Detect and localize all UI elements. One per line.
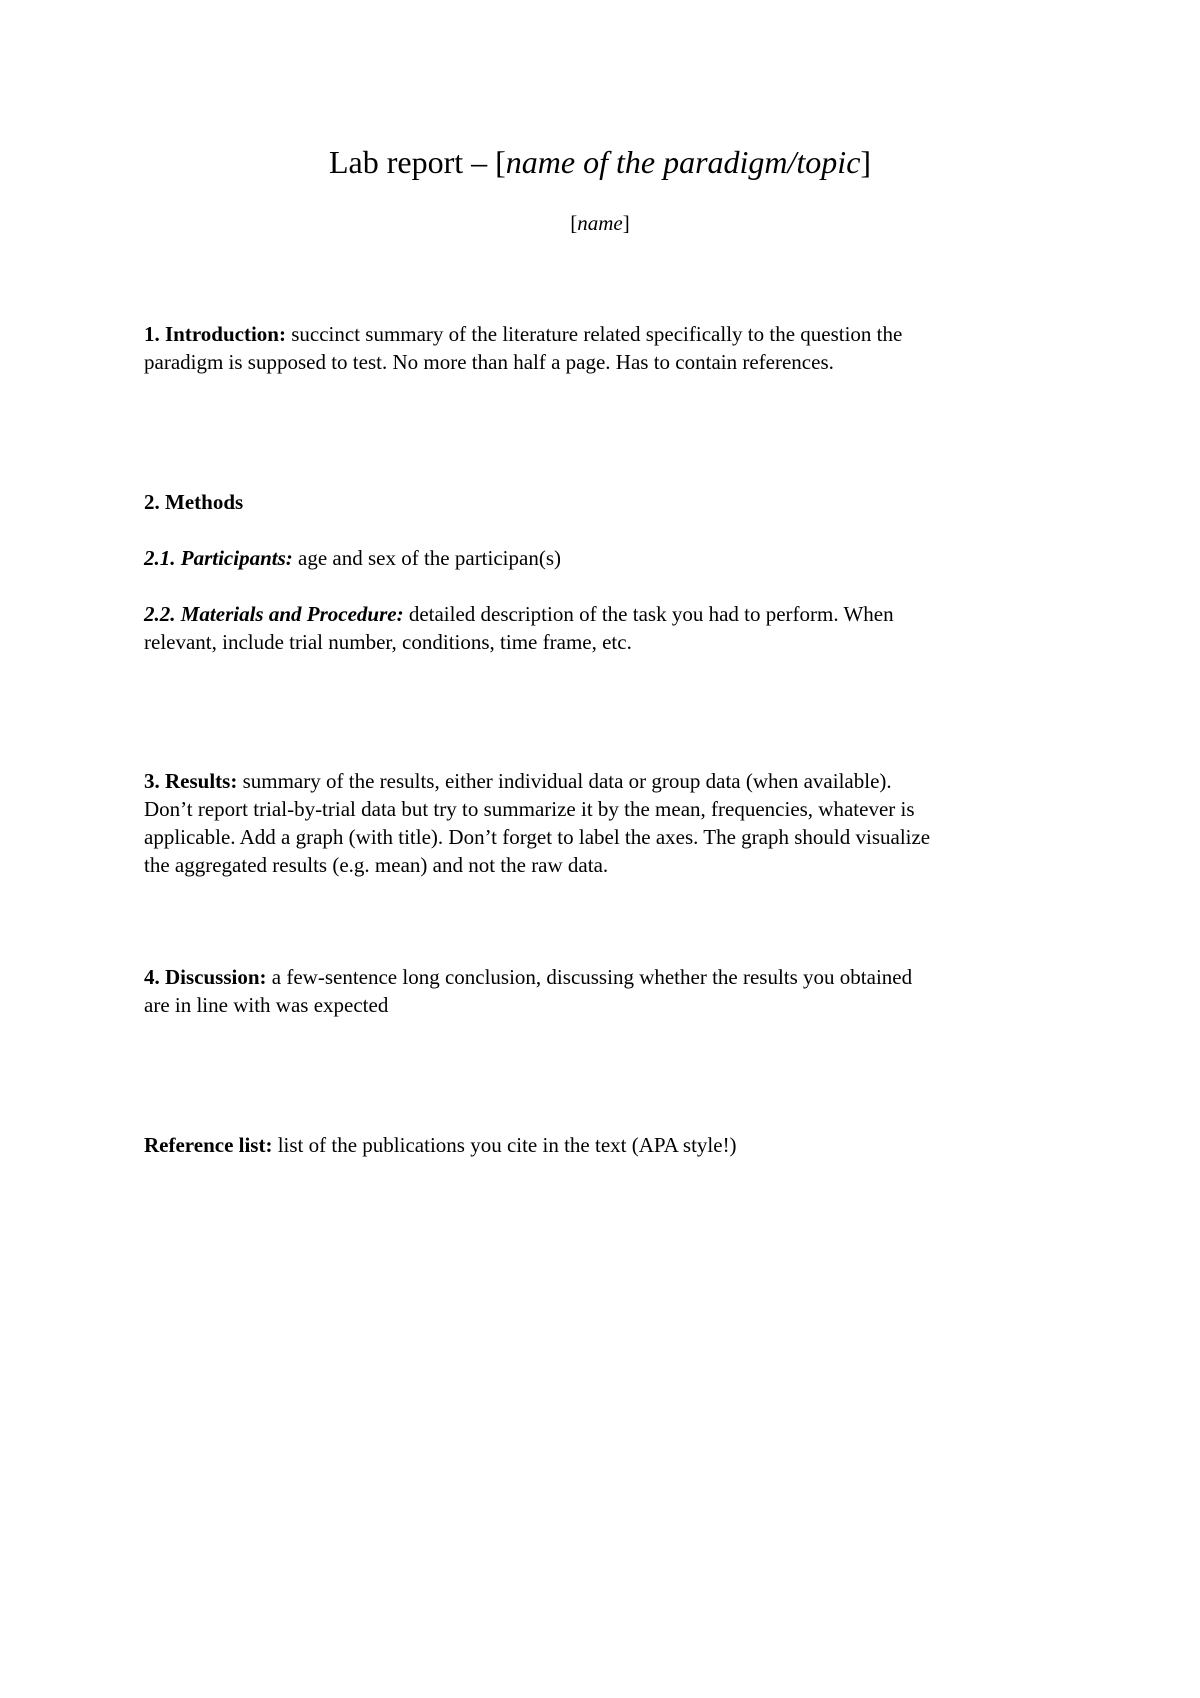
references-text: list of the publications you cite in the text (APA style!) bbox=[272, 1133, 737, 1157]
section-participants bbox=[144, 544, 1074, 572]
introduction-line-2: paradigm is supposed to test. No more than half a page. Has to contain references. bbox=[144, 350, 834, 374]
discussion-line-2: are in line with was expected bbox=[144, 993, 389, 1017]
materials-line-2: relevant, include trial number, conditions, time frame, etc. bbox=[144, 630, 632, 654]
section-materials-procedure bbox=[144, 600, 1074, 656]
introduction-heading: 1. Introduction: bbox=[144, 322, 286, 346]
discussion-heading: 4. Discussion: bbox=[144, 965, 267, 989]
materials-line-1 bbox=[144, 600, 1074, 628]
section-results bbox=[144, 767, 1074, 879]
title-suffix: ] bbox=[860, 144, 872, 180]
results-line-3: applicable. Add a graph (with title). Don’t forget to label the axes. The graph should visualize bbox=[144, 825, 931, 849]
results-line-1 bbox=[144, 767, 1074, 795]
author-name bbox=[0, 209, 1200, 237]
methods-heading: 2. Methods bbox=[144, 490, 244, 514]
author-prefix: [ bbox=[570, 211, 578, 235]
discussion-text-1: a few-sentence long conclusion, discussing whether the results you obtained bbox=[266, 965, 913, 989]
participants-heading: 2.1. Participants: bbox=[144, 546, 293, 570]
section-methods bbox=[144, 488, 1074, 516]
document-title bbox=[0, 142, 1200, 182]
participants-text: age and sex of the participan(s) bbox=[292, 546, 561, 570]
references-line bbox=[144, 1131, 1074, 1159]
introduction-line-1 bbox=[144, 320, 1074, 348]
title-topic-placeholder: name of the paradigm/topic bbox=[505, 144, 861, 180]
results-heading: 3. Results: bbox=[144, 769, 238, 793]
introduction-text-1: succinct summary of the literature related specifically to the question the bbox=[285, 322, 903, 346]
author-suffix: ] bbox=[622, 211, 630, 235]
materials-heading: 2.2. Materials and Procedure: bbox=[144, 602, 404, 626]
author-name-placeholder: name bbox=[577, 211, 623, 235]
title-prefix: Lab report – [ bbox=[328, 144, 506, 180]
section-discussion bbox=[144, 963, 1074, 1019]
references-heading: Reference list: bbox=[144, 1133, 273, 1157]
results-text-1: summary of the results, either individual data or group data (when available). bbox=[237, 769, 892, 793]
participants-line bbox=[144, 544, 1074, 572]
section-reference-list bbox=[144, 1131, 1074, 1159]
section-introduction bbox=[144, 320, 1074, 376]
results-line-2: Don’t report trial-by-trial data but try to summarize it by the mean, frequencies, whatever is bbox=[144, 797, 915, 821]
results-line-4: the aggregated results (e.g. mean) and not the raw data. bbox=[144, 853, 609, 877]
discussion-line-1 bbox=[144, 963, 1074, 991]
materials-text-1: detailed description of the task you had to perform. When bbox=[403, 602, 894, 626]
